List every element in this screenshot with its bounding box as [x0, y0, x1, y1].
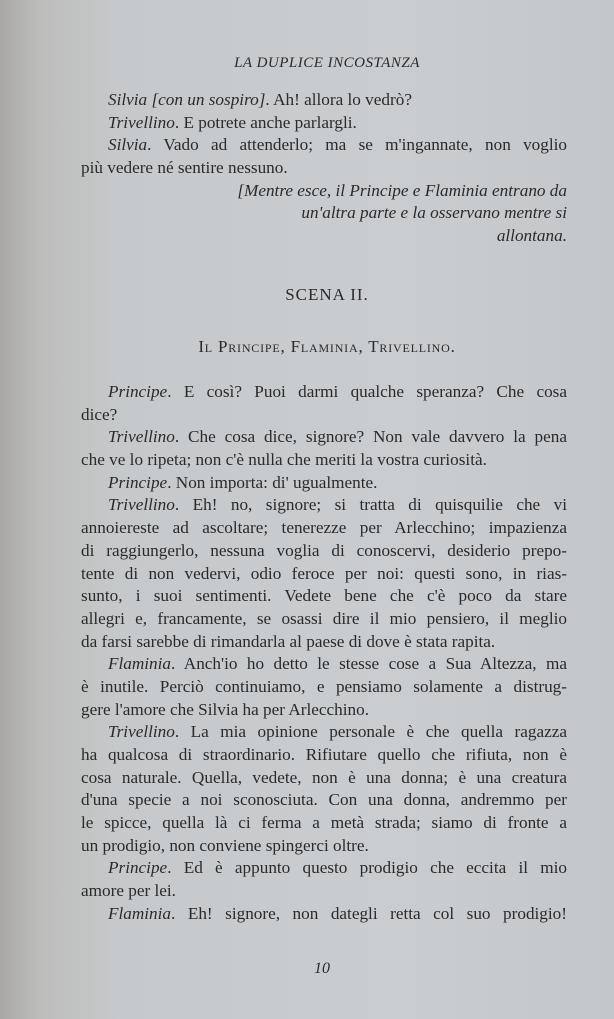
- text-segment: da farsi sarebbe di rimandarla al paese di dove è stata rapita.: [81, 631, 496, 651]
- speaker-name: Principe: [108, 382, 168, 401]
- text-segment: amore per lei.: [81, 881, 176, 901]
- text-line: [81, 631, 567, 654]
- text-line: [81, 608, 567, 631]
- text-segment: . Non importa: di' ugualmente.: [167, 472, 378, 492]
- dialogue-paragraph: [81, 494, 567, 653]
- text-line: [81, 699, 567, 722]
- text-line: [81, 835, 567, 858]
- text-line: [81, 180, 567, 203]
- text-segment: allegri e, francamente, se osassi dire il mio pensiero, il meglio: [81, 608, 567, 628]
- text-segment: ha qualcosa di straordinario. Rifiutare quello che rifiuta, non è: [81, 745, 567, 764]
- text-segment: . Ed è appunto questo prodigio che eccita il mio: [167, 858, 567, 878]
- text-line: [81, 585, 567, 608]
- dialogue-paragraph: [81, 426, 567, 471]
- scene-title: SCENA II.: [285, 285, 369, 304]
- speaker-name: Trivellino: [108, 722, 175, 742]
- text-line: [81, 426, 567, 449]
- text-line: [81, 744, 567, 767]
- text-segment: [con un sospiro]: [151, 90, 266, 109]
- text-line: [81, 112, 567, 135]
- text-segment: . E potrete anche parlargli.: [174, 112, 357, 132]
- text-line: [81, 381, 567, 404]
- text-segment: più vedere né sentire nessuno.: [81, 158, 288, 178]
- text-line: [81, 676, 567, 699]
- dialogue-paragraph: [81, 381, 567, 426]
- text-line: [81, 134, 567, 157]
- text-segment: dice?: [81, 404, 118, 424]
- speaker-name: Principe: [108, 472, 168, 492]
- text-line: [81, 494, 567, 517]
- text-segment: . Vado ad attenderlo; ma se m'ingannate, non voglio: [147, 135, 567, 155]
- dialogue-section-2: [81, 381, 567, 926]
- dialogue-paragraph: [81, 857, 567, 902]
- text-segment: . Che cosa dice, signore? Non vale davvero la pena: [174, 427, 567, 447]
- text-line: [81, 767, 567, 790]
- running-head: LA DUPLICE INCOSTANZA: [234, 55, 420, 71]
- text-segment: gere l'amore che Silvia ha per Arlecchino.: [81, 699, 369, 719]
- text-line: [81, 540, 567, 563]
- speaker-name: Trivellino: [108, 427, 175, 447]
- cast-list: Il Principe, Flaminia, Trivellino.: [198, 337, 456, 356]
- text-line: [81, 857, 567, 880]
- text-segment: cosa naturale. Quella, vedete, non è una donna; è una creatura: [81, 767, 567, 787]
- text-segment: . Anch'io ho detto le stesse cose a Sua Altezza, ma: [171, 654, 567, 674]
- stage-direction: [81, 180, 567, 248]
- dialogue-paragraph: [81, 903, 567, 926]
- text-line: [81, 721, 567, 744]
- text-line: [81, 903, 567, 926]
- text-line: [81, 880, 567, 903]
- dialogue-paragraph: [81, 721, 567, 857]
- speaker-name: Flaminia: [108, 903, 172, 923]
- speaker-name: Silvia: [108, 90, 152, 109]
- text-segment: annoiereste ad ascoltare; tenerezze per Arlecchino; impazienza: [81, 518, 567, 538]
- text-segment: . Eh! no, signore; si tratta di quisquilie che vi: [174, 495, 567, 515]
- text-line: [81, 472, 567, 495]
- text-segment: di raggiungerlo, nessuna voglia di conoscervi, desiderio prepo-: [81, 540, 567, 560]
- speaker-name: Trivellino: [108, 112, 175, 132]
- text-segment: . Eh! signore, non dategli retta col suo prodigio!: [171, 903, 567, 923]
- speaker-name: Principe: [108, 858, 168, 878]
- text-line: [81, 157, 567, 180]
- text-line: [81, 449, 567, 472]
- text-segment: d'una specie a noi sconosciuta. Con una donna, andremmo per: [81, 790, 567, 810]
- text-line: [81, 653, 567, 676]
- text-line: [81, 225, 567, 248]
- dialogue-paragraph: [81, 472, 567, 495]
- text-line: [81, 202, 567, 225]
- text-segment: le spicce, quella là ci ferma a metà strada; siamo di fronte a: [81, 813, 567, 833]
- text-segment: . Ah! allora lo vedrò?: [265, 90, 412, 109]
- page-number: 10: [314, 960, 330, 977]
- text-segment: allontana.: [496, 226, 567, 246]
- dialogue-section-1: [81, 89, 567, 248]
- text-line: [81, 404, 567, 427]
- dialogue-paragraph: [81, 653, 567, 721]
- text-segment: un'altra parte e la osservano mentre si: [301, 203, 567, 223]
- text-segment: . E così? Puoi darmi qualche speranza? Che cosa: [167, 382, 567, 401]
- text-line: [81, 812, 567, 835]
- text-line: [81, 89, 567, 112]
- speaker-name: Flaminia: [108, 654, 172, 674]
- text-line: [81, 563, 567, 586]
- text-segment: [Mentre esce, il Principe e Flaminia entrano da: [237, 180, 567, 200]
- dialogue-paragraph: [81, 112, 567, 135]
- text-segment: che ve lo ripeta; non c'è nulla che meriti la vostra curiosità.: [81, 450, 487, 470]
- text-segment: è inutile. Perciò continuiamo, e pensiamo solamente a distrug-: [81, 676, 567, 696]
- text-line: [81, 517, 567, 540]
- text-line: [81, 789, 567, 812]
- speaker-name: Silvia: [108, 135, 148, 155]
- text-segment: . La mia opinione personale è che quella ragazza: [174, 722, 567, 742]
- dialogue-paragraph: [81, 89, 567, 112]
- dialogue-paragraph: [81, 134, 567, 179]
- speaker-name: Trivellino: [108, 495, 175, 515]
- text-segment: un prodigio, non conviene spingerci oltre.: [81, 835, 369, 855]
- text-segment: tente di non vedervi, odio feroce per noi: questi sono, in rias-: [81, 563, 567, 583]
- text-segment: sunto, i suoi sentimenti. Vedete bene che c'è poco da stare: [81, 586, 567, 606]
